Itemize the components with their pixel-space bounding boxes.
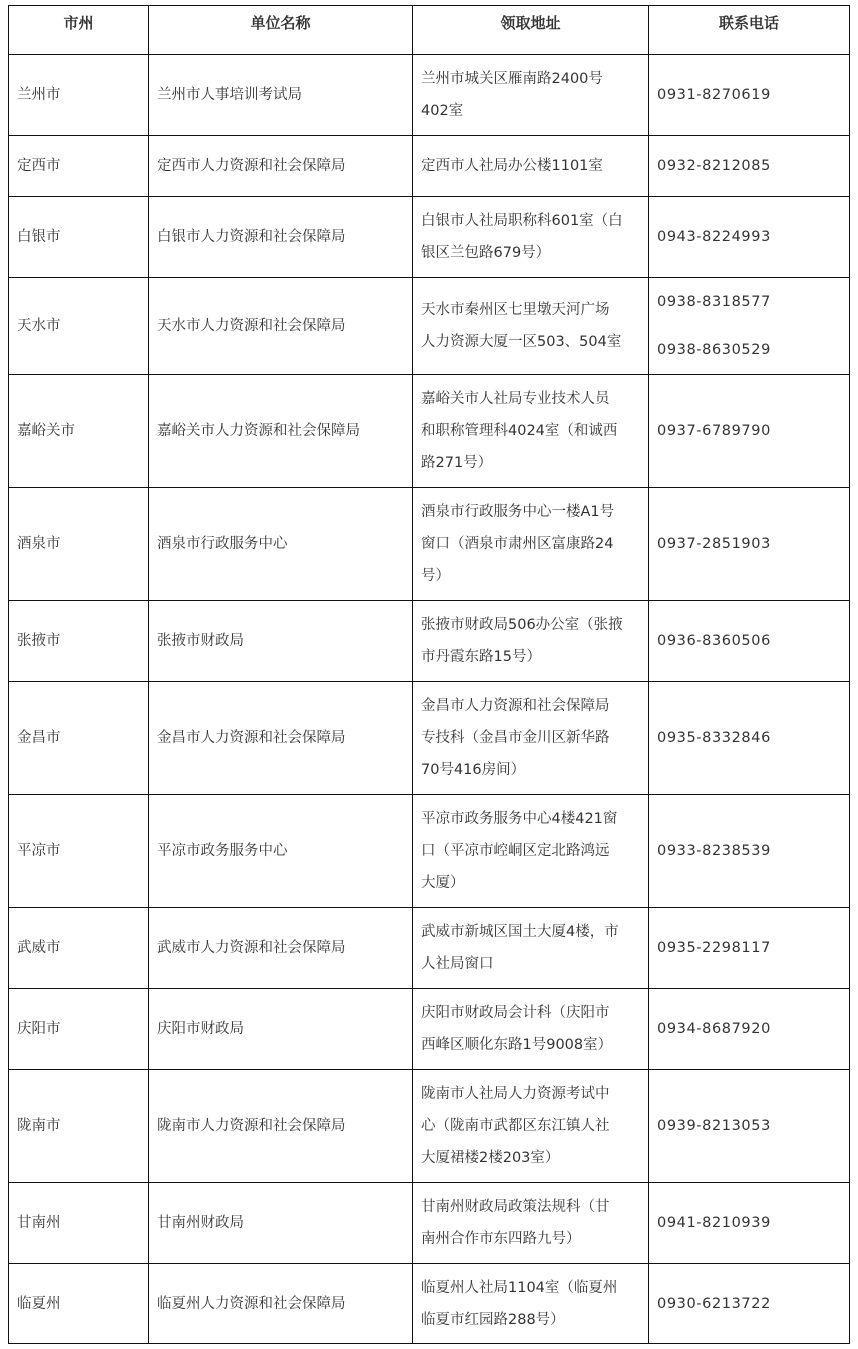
cell-pickup-address — [413, 55, 649, 136]
phone-number: 0934-8687920 — [657, 1021, 771, 1037]
cell-contact-phone — [649, 682, 850, 795]
phone-number: 0933-8238539 — [657, 843, 771, 859]
phone-number: 0935-2298117 — [657, 940, 771, 956]
address-line: 口（平凉市崆峒区定北路鸿远 — [421, 843, 610, 859]
cell-city: 庆阳市 — [9, 989, 149, 1070]
address-line: 南州合作市东四路九号） — [421, 1231, 581, 1247]
cell-unit-name: 平凉市政务服务中心 — [149, 795, 413, 908]
address-line: 和职称管理科4024室（和诚西 — [421, 423, 618, 439]
cell-unit-name: 陇南市人力资源和社会保障局 — [149, 1070, 413, 1183]
cell-city: 嘉峪关市 — [9, 375, 149, 488]
address-line: 大厦） — [421, 875, 465, 891]
phone-number: 0931-8270619 — [657, 87, 771, 103]
cell-contact-phone — [649, 908, 850, 989]
table-row — [9, 1264, 850, 1344]
cell-contact-phone — [649, 1183, 850, 1264]
cell-city: 武威市 — [9, 908, 149, 989]
table-row — [9, 278, 850, 375]
phone-number: 0938-8630529 — [657, 342, 771, 358]
cell-city: 甘南州 — [9, 1183, 149, 1264]
cell-pickup-address — [413, 197, 649, 278]
table-row — [9, 375, 850, 488]
cell-contact-phone — [649, 1070, 850, 1183]
cell-city: 金昌市 — [9, 682, 149, 795]
address-line: 心（陇南市武都区东江镇人社 — [421, 1118, 610, 1134]
address-line: 武威市新城区国土大厦4楼，市 — [421, 924, 619, 940]
header-city: 市州 — [9, 6, 149, 55]
phone-number: 0939-8213053 — [657, 1118, 771, 1134]
address-line: 临夏州人社局1104室（临夏州 — [421, 1279, 618, 1296]
address-line: 白银市人社局职称科601室（白 — [421, 213, 623, 229]
cell-contact-phone — [649, 989, 850, 1070]
address-line: 窗口（酒泉市肃州区富康路24 — [421, 536, 614, 552]
phone-number: 0937-6789790 — [657, 423, 771, 439]
table-row — [9, 1183, 850, 1264]
address-line: 大厦裙楼2楼203室） — [421, 1150, 560, 1166]
cell-contact-phone — [649, 55, 850, 136]
cell-pickup-address — [413, 488, 649, 601]
cell-pickup-address — [413, 375, 649, 488]
cell-contact-phone — [649, 795, 850, 908]
cell-pickup-address — [413, 1183, 649, 1264]
cell-unit-name: 兰州市人事培训考试局 — [149, 55, 413, 136]
cell-unit-name: 白银市人力资源和社会保障局 — [149, 197, 413, 278]
address-line: 402室 — [421, 103, 464, 119]
address-line: 兰州市城关区雁南路2400号 — [421, 71, 603, 87]
cell-city: 临夏州 — [9, 1264, 149, 1344]
address-line: 市丹霞东路15号） — [421, 649, 541, 665]
cell-unit-name: 天水市人力资源和社会保障局 — [149, 278, 413, 375]
address-line: 金昌市人力资源和社会保障局 — [421, 698, 610, 714]
cell-city: 兰州市 — [9, 55, 149, 136]
header-contact-phone: 联系电话 — [649, 6, 850, 55]
address-line: 临夏市红园路288号） — [421, 1311, 565, 1328]
cell-contact-phone — [649, 197, 850, 278]
cell-pickup-address — [413, 1070, 649, 1183]
cell-city: 陇南市 — [9, 1070, 149, 1183]
table-body — [9, 55, 850, 1344]
cell-contact-phone — [649, 488, 850, 601]
cell-unit-name: 武威市人力资源和社会保障局 — [149, 908, 413, 989]
cell-pickup-address — [413, 989, 649, 1070]
cell-city: 酒泉市 — [9, 488, 149, 601]
cell-unit-name: 临夏州人力资源和社会保障局 — [149, 1264, 413, 1344]
cell-pickup-address — [413, 601, 649, 682]
address-line: 人力资源大厦一区503、504室 — [421, 334, 622, 350]
table-row — [9, 1070, 850, 1183]
address-line: 庆阳市财政局会计科（庆阳市 — [421, 1005, 610, 1021]
phone-number: 0941-8210939 — [657, 1215, 771, 1231]
table-header-row — [9, 6, 850, 55]
table-row — [9, 601, 850, 682]
cell-pickup-address — [413, 278, 649, 375]
header-unit-name: 单位名称 — [149, 6, 413, 55]
address-line: 人社局窗口 — [421, 956, 494, 972]
table-row — [9, 55, 850, 136]
cell-contact-phone — [649, 136, 850, 197]
cell-contact-phone — [649, 375, 850, 488]
cell-pickup-address — [413, 682, 649, 795]
cell-contact-phone — [649, 601, 850, 682]
phone-number: 0930-6213722 — [657, 1295, 771, 1312]
address-line: 天水市秦州区七里墩天河广场 — [421, 302, 610, 318]
address-line: 陇南市人社局人力资源考试中 — [421, 1086, 610, 1102]
phone-number: 0935-8332846 — [657, 730, 771, 746]
cell-pickup-address — [413, 1264, 649, 1344]
cell-city: 定西市 — [9, 136, 149, 197]
phone-number: 0937-2851903 — [657, 536, 771, 552]
table-row — [9, 136, 850, 197]
cell-unit-name: 酒泉市行政服务中心 — [149, 488, 413, 601]
phone-number: 0938-8318577 — [657, 294, 771, 310]
table-row — [9, 908, 850, 989]
phone-number: 0932-8212085 — [657, 158, 771, 174]
cell-unit-name: 庆阳市财政局 — [149, 989, 413, 1070]
cell-unit-name: 定西市人力资源和社会保障局 — [149, 136, 413, 197]
cell-pickup-address — [413, 136, 649, 197]
cell-city: 平凉市 — [9, 795, 149, 908]
cell-unit-name: 嘉峪关市人力资源和社会保障局 — [149, 375, 413, 488]
cell-pickup-address — [413, 795, 649, 908]
address-line: 定西市人社局办公楼1101室 — [421, 158, 603, 174]
address-line: 酒泉市行政服务中心一楼A1号 — [421, 504, 615, 520]
address-line: 号） — [421, 568, 450, 584]
table-row — [9, 488, 850, 601]
cell-pickup-address — [413, 908, 649, 989]
cell-contact-phone — [649, 278, 850, 375]
address-line: 甘南州财政局政策法规科（甘 — [421, 1199, 610, 1215]
address-line: 平凉市政务服务中心4楼421窗 — [421, 811, 618, 827]
address-line: 嘉峪关市人社局专业技术人员 — [421, 391, 610, 407]
address-line: 银区兰包路679号） — [421, 245, 551, 261]
cell-city: 白银市 — [9, 197, 149, 278]
table-row — [9, 197, 850, 278]
phone-number: 0936-8360506 — [657, 633, 771, 649]
address-line: 70号416房间） — [421, 762, 526, 778]
cell-unit-name: 甘南州财政局 — [149, 1183, 413, 1264]
address-line: 张掖市财政局506办公室（张掖 — [421, 617, 623, 633]
address-line: 路271号） — [421, 455, 493, 471]
address-line: 专技科（金昌市金川区新华路 — [421, 730, 610, 746]
header-pickup-address: 领取地址 — [413, 6, 649, 55]
table-row — [9, 795, 850, 908]
phone-number: 0943-8224993 — [657, 229, 771, 245]
table-row — [9, 989, 850, 1070]
cell-unit-name: 张掖市财政局 — [149, 601, 413, 682]
table-row — [9, 682, 850, 795]
cell-contact-phone — [649, 1264, 850, 1344]
address-line: 西峰区顺化东路1号9008室） — [421, 1037, 613, 1053]
cell-city: 张掖市 — [9, 601, 149, 682]
cell-city: 天水市 — [9, 278, 149, 375]
contact-table — [8, 5, 850, 1344]
cell-unit-name: 金昌市人力资源和社会保障局 — [149, 682, 413, 795]
